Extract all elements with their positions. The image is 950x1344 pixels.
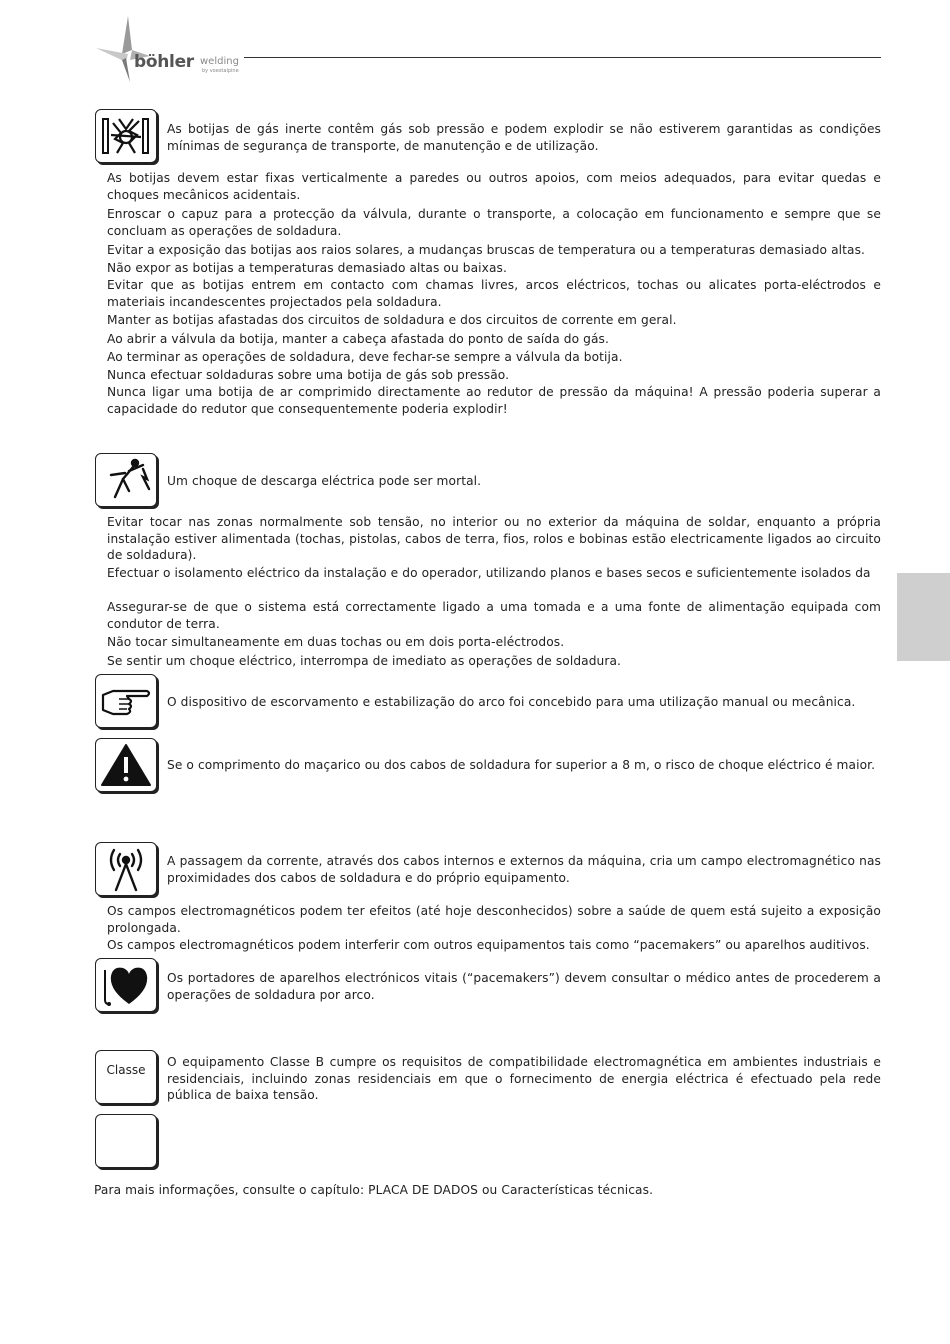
list-item: Evitar tocar nas zonas normalmente sob tensão, no interior ou no exterior da máquina de soldar, enquanto a própria instalação estiver alimentada (tochas, pistolas, cabos de terra, fios, rolos e bobinas estão electricamente ligados ao circuito de soldadura). [107, 515, 881, 562]
classe-text: O equipamento Classe B cumpre os requisitos de compatibilidade electromagnética em ambientes industriais e residenciais, incluindo zonas residenciais em que o fornecimento de energia eléctrica é efectuado pela rede pública de baixa tensão. [167, 1055, 881, 1102]
list-item: Os campos electromagnéticos podem ter efeitos (até hoje desconhecidos) sobre a saúde de quem está sujeito a exposição prolongada. [107, 904, 881, 935]
list-item: Evitar a exposição das botijas aos raios solares, a mudanças bruscas de temperatura ou a temperaturas demasiado altas. [107, 243, 865, 257]
gas-icon-box [95, 109, 157, 163]
pacemaker-heart-icon [99, 962, 153, 1008]
list-item: Ao abrir a válvula da botija, manter a cabeça afastada do ponto de saída do gás. [107, 331, 609, 346]
list-item: Não expor as botijas a temperaturas demasiado altas ou baixas. [107, 260, 507, 275]
header-rule [244, 57, 881, 58]
list-item: As botijas devem estar fixas verticalmente a paredes ou outros apoios, com meios adequados, para evitar quedas e choques mecânicos acidentais. [107, 171, 881, 202]
logo-star-icon [92, 14, 152, 84]
pointing-hand-icon [99, 681, 153, 721]
list-item: Os campos electromagnéticos podem interferir com outros equipamentos tais como “pacemakers” ou aparelhos auditivos. [107, 938, 870, 952]
pacemaker-icon-box [95, 958, 157, 1012]
list-item: Enroscar o capuz para a protecção da válvula, durante o transporte, a colocação em funcionamento e sempre que se concluam as operações de soldadura. [107, 207, 881, 238]
brand-tag: by voestalpine [202, 68, 239, 74]
list-item: Manter as botijas afastadas dos circuitos de soldadura e dos circuitos de corrente em geral. [107, 313, 677, 327]
list-item: Se sentir um choque eléctrico, interrompa de imediato as operações de soldadura. [107, 653, 622, 668]
brand-sub: welding [200, 56, 239, 67]
list-item: Evitar que as botijas entrem em contacto com chamas livres, arcos eléctricos, tochas ou alicates porta-eléctrodos e materiais incandescentes projectados pela soldadura. [107, 278, 881, 309]
list-item: Nunca ligar uma botija de ar comprimido directamente ao redutor de pressão da máquina! A pressão poderia superar a capacidade do redutor que consequentemente poderia explodir! [107, 385, 881, 416]
gas-cylinder-explosion-icon [99, 113, 153, 159]
list-item: Nunca efectuar soldaduras sobre uma botija de gás sob pressão. [107, 367, 510, 382]
emf-intro: A passagem da corrente, através dos cabos internos e externos da máquina, cria um campo electromagnético nas proximidades dos cabos de soldadura e do próprio equipamento. [167, 854, 881, 885]
list-item: Assegurar-se de que o sistema está correctamente ligado a uma tomada e a uma fonte de alimentação equipada com condutor de terra. [107, 600, 881, 631]
empty-symbol-box [95, 1114, 157, 1168]
brand-name: böhler [134, 52, 194, 72]
electric-shock-icon [99, 457, 153, 503]
electromagnetic-field-icon [99, 846, 153, 892]
warning-triangle-icon [99, 742, 153, 788]
emf-list [107, 903, 881, 954]
gas-intro: As botijas de gás inerte contêm gás sob pressão e podem explodir se não estiverem garantidas as condições mínimas de segurança de transporte, de manutenção e de utilização. [167, 122, 881, 153]
list-item: Efectuar o isolamento eléctrico da instalação e do operador, utilizando planos e bases secos e suficientemente isolados da [107, 565, 871, 580]
classe-label: Classe [106, 1063, 146, 1077]
brand-logo [92, 14, 252, 84]
emf-icon-box [95, 842, 157, 896]
pacemaker-note: Os portadores de aparelhos electrónicos vitais (“pacemakers”) devem consultar o médico antes de procederem a operações de soldadura por arco. [167, 971, 881, 1002]
shock-icon-box [95, 453, 157, 507]
hand-note: O dispositivo de escorvamento e estabilização do arco foi concebido para uma utilização manual ou mecânica. [167, 695, 856, 709]
footer-note: Para mais informações, consulte o capítulo: PLACA DE DADOS ou Características técnicas. [94, 1183, 654, 1197]
classe-box [95, 1050, 157, 1104]
shock-intro: Um choque de descarga eléctrica pode ser mortal. [167, 474, 482, 488]
hand-icon-box [95, 674, 157, 728]
list-item: Não tocar simultaneamente em duas tochas ou em dois porta-eléctrodos. [107, 635, 565, 649]
warning-icon-box [95, 738, 157, 792]
gas-list [107, 170, 881, 417]
shock-list [107, 514, 881, 669]
chapter-tab [897, 573, 950, 661]
list-item: Ao terminar as operações de soldadura, deve fechar-se sempre a válvula da botija. [107, 350, 623, 364]
warning-note: Se o comprimento do maçarico ou dos cabos de soldadura for superior a 8 m, o risco de choque eléctrico é maior. [167, 758, 876, 772]
